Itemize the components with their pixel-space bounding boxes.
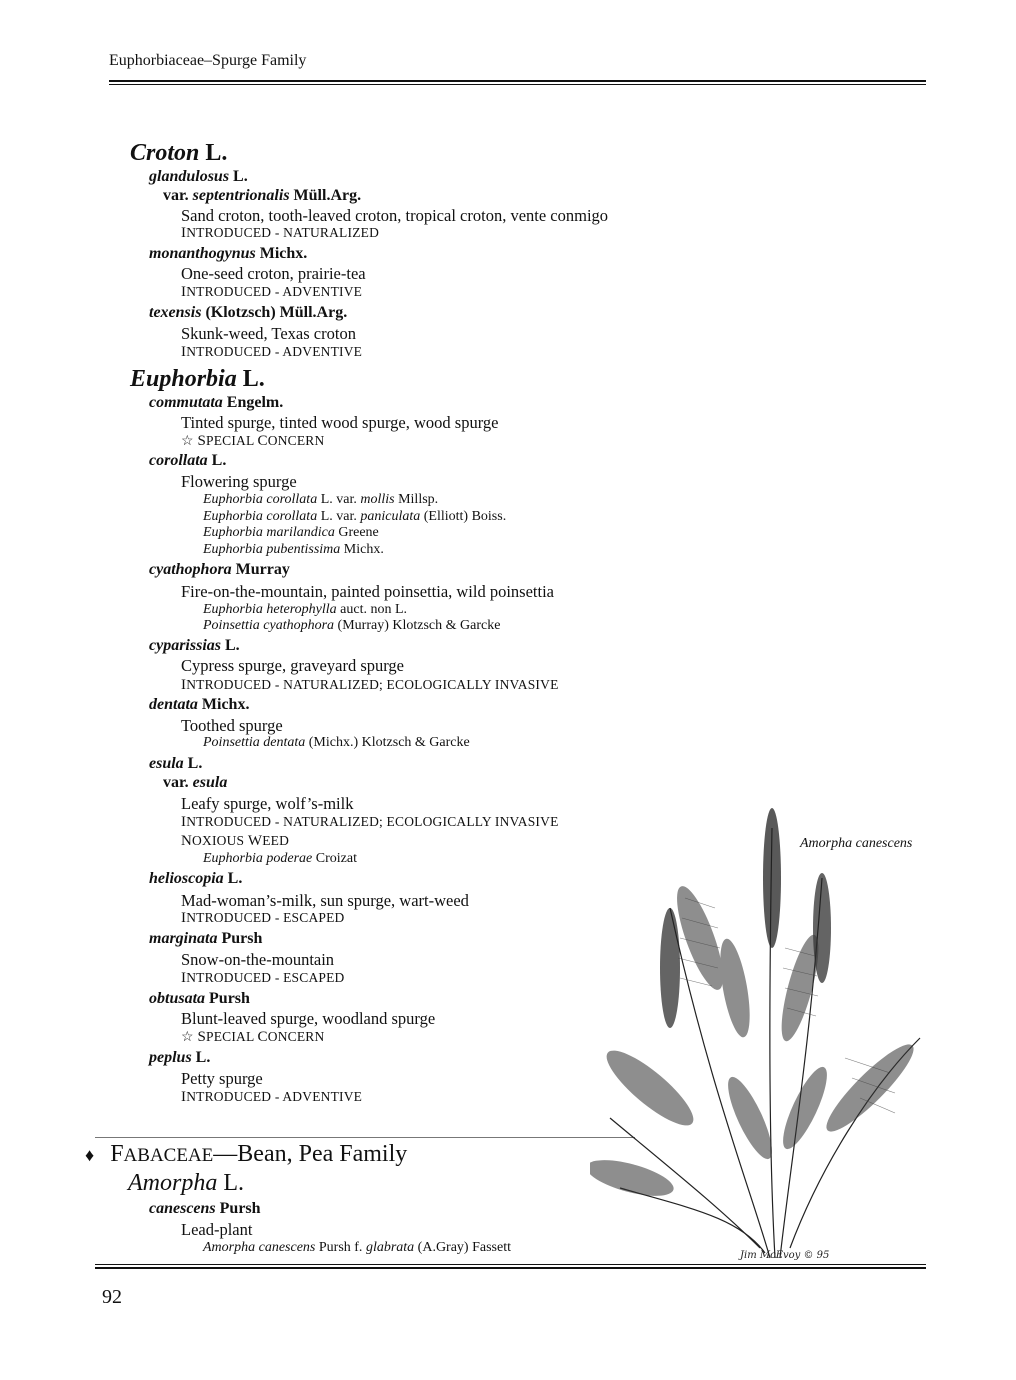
genus-authority: L. [217,1170,245,1196]
authority: L. [221,637,240,654]
epithet: obtusata [149,990,206,1007]
epithet: commutata [149,394,223,411]
status-label: INTRODUCED - ADVENTIVE [181,1089,363,1105]
epithet: esula [192,774,228,791]
authority: Pursh [215,1200,261,1217]
status-label: INTRODUCED - ESCAPED [181,970,345,986]
epithet: monanthogynus [149,245,256,262]
rank-prefix: var. [163,774,193,791]
common-names: Tinted spurge, tinted wood spurge, wood spurge [181,413,499,432]
common-names: Flowering spurge [181,472,297,491]
species-name [149,755,202,773]
epithet: cyathophora [149,561,232,578]
common-names: Lead-plant [181,1220,253,1239]
status-label: NOXIOUS WEED [181,833,290,849]
rank-prefix: var. [163,187,193,204]
illustration-caption: Amorpha canescens [800,836,913,851]
common-names: Mad-woman’s-milk, sun spurge, wart-weed [181,891,469,910]
species-name [149,1200,261,1218]
species-name [149,637,240,655]
synonym: Euphorbia pubentissima Michx. [203,542,384,557]
species-name [149,304,347,322]
authority: L. [191,1049,211,1066]
synonym: Euphorbia marilandica Greene [203,525,379,540]
authority: (Klotzsch) Müll.Arg. [201,304,348,321]
authority: Pursh [217,930,263,947]
common-names: Snow-on-the-mountain [181,950,335,969]
amorpha-canescens-illustration [590,788,930,1268]
common-names: Cypress spurge, graveyard spurge [181,656,405,675]
species-name [149,452,226,470]
synonym: Euphorbia corollata L. var. paniculata (Elliott) Boiss. [203,509,507,524]
status-label: ☆ SPECIAL CONCERN [181,1029,325,1045]
running-header: Euphorbiaceae–Spurge Family [109,52,307,69]
authority: L. [183,755,203,772]
genus-heading [130,366,265,393]
authority: Michx. [197,696,250,713]
artist-signature: Jim McEvoy © 95 [740,1250,830,1261]
pinnate-leaves [590,882,922,1204]
star-icon: ☆ [181,1030,198,1045]
header-rule-thick [109,80,926,82]
species-name [149,1049,210,1067]
common-names: One-seed croton, prairie-tea [181,264,366,283]
species-name [149,168,248,186]
genus-heading [128,1170,244,1197]
synonym: Euphorbia poderae Croizat [203,851,357,866]
authority: L. [223,870,243,887]
epithet: texensis [149,304,202,321]
epithet: cyparissias [149,637,221,654]
common-names: Toothed spurge [181,716,283,735]
species-name [149,561,290,579]
status-label: INTRODUCED - ADVENTIVE [181,344,363,360]
star-icon: ☆ [181,434,198,449]
common-names: Leafy spurge, wolf’s-milk [181,794,354,813]
epithet: marginata [149,930,218,947]
status-label: INTRODUCED - ESCAPED [181,910,345,926]
status-label: ☆ SPECIAL CONCERN [181,433,325,449]
variety-name [163,774,227,792]
family-heading [85,1141,407,1168]
synonym: Poinsettia dentata (Michx.) Klotzsch & Garcke [203,735,470,750]
status-label: INTRODUCED - NATURALIZED [181,225,380,241]
genus-heading [130,140,227,167]
common-names: Fire-on-the-mountain, painted poinsettia, wild poinsettia [181,582,555,601]
common-names: Sand croton, tooth-leaved croton, tropical croton, vente conmigo [181,206,609,225]
species-name [149,696,249,714]
epithet: corollata [149,452,208,469]
common-names: Petty spurge [181,1069,263,1088]
species-name [149,870,242,888]
genus-name: Croton [130,140,200,166]
variety-name [163,187,361,205]
epithet: esula [149,755,184,772]
epithet: septentrionalis [192,187,290,204]
synonym: Euphorbia corollata L. var. mollis Millsp. [203,492,439,507]
status-label: INTRODUCED - NATURALIZED; ECOLOGICALLY INVASIVE [181,677,559,693]
synonym: Amorpha canescens Pursh f. glabrata (A.Gray) Fassett [203,1240,511,1255]
authority: Murray [231,561,290,578]
status-label: INTRODUCED - NATURALIZED; ECOLOGICALLY INVASIVE [181,814,559,830]
authority: Pursh [205,990,250,1007]
genus-authority: L. [236,366,265,392]
diamond-icon: ♦ [85,1145,95,1165]
species-name [149,930,262,948]
synonym: Poinsettia cyathophora (Murray) Klotzsch & Garcke [203,618,501,633]
epithet: glandulosus [149,168,230,185]
epithet: helioscopia [149,870,224,887]
species-name [149,394,283,412]
species-name [149,990,250,1008]
common-names: Skunk-weed, Texas croton [181,324,356,343]
status-label: INTRODUCED - ADVENTIVE [181,284,363,300]
genus-name: Euphorbia [130,366,237,392]
authority: L. [207,452,227,469]
epithet: dentata [149,696,198,713]
species-name [149,245,307,263]
section-divider [95,1137,635,1138]
epithet: peplus [149,1049,192,1066]
header-rule-thin [109,84,926,85]
synonym: Euphorbia heterophylla auct. non L. [203,602,408,617]
authority: L. [229,168,248,185]
page-number: 92 [102,1286,122,1308]
genus-authority: L. [199,140,228,166]
authority: Michx. [255,245,308,262]
family-smallcaps: ABACEAE [123,1145,214,1166]
authority: Engelm. [222,394,284,411]
family-common-name: —Bean, Pea Family [213,1141,408,1167]
family-initial: F [110,1141,124,1167]
common-names: Blunt-leaved spurge, woodland spurge [181,1009,436,1028]
epithet: canescens [149,1200,216,1217]
authority: Müll.Arg. [289,187,362,204]
genus-name: Amorpha [128,1170,218,1196]
